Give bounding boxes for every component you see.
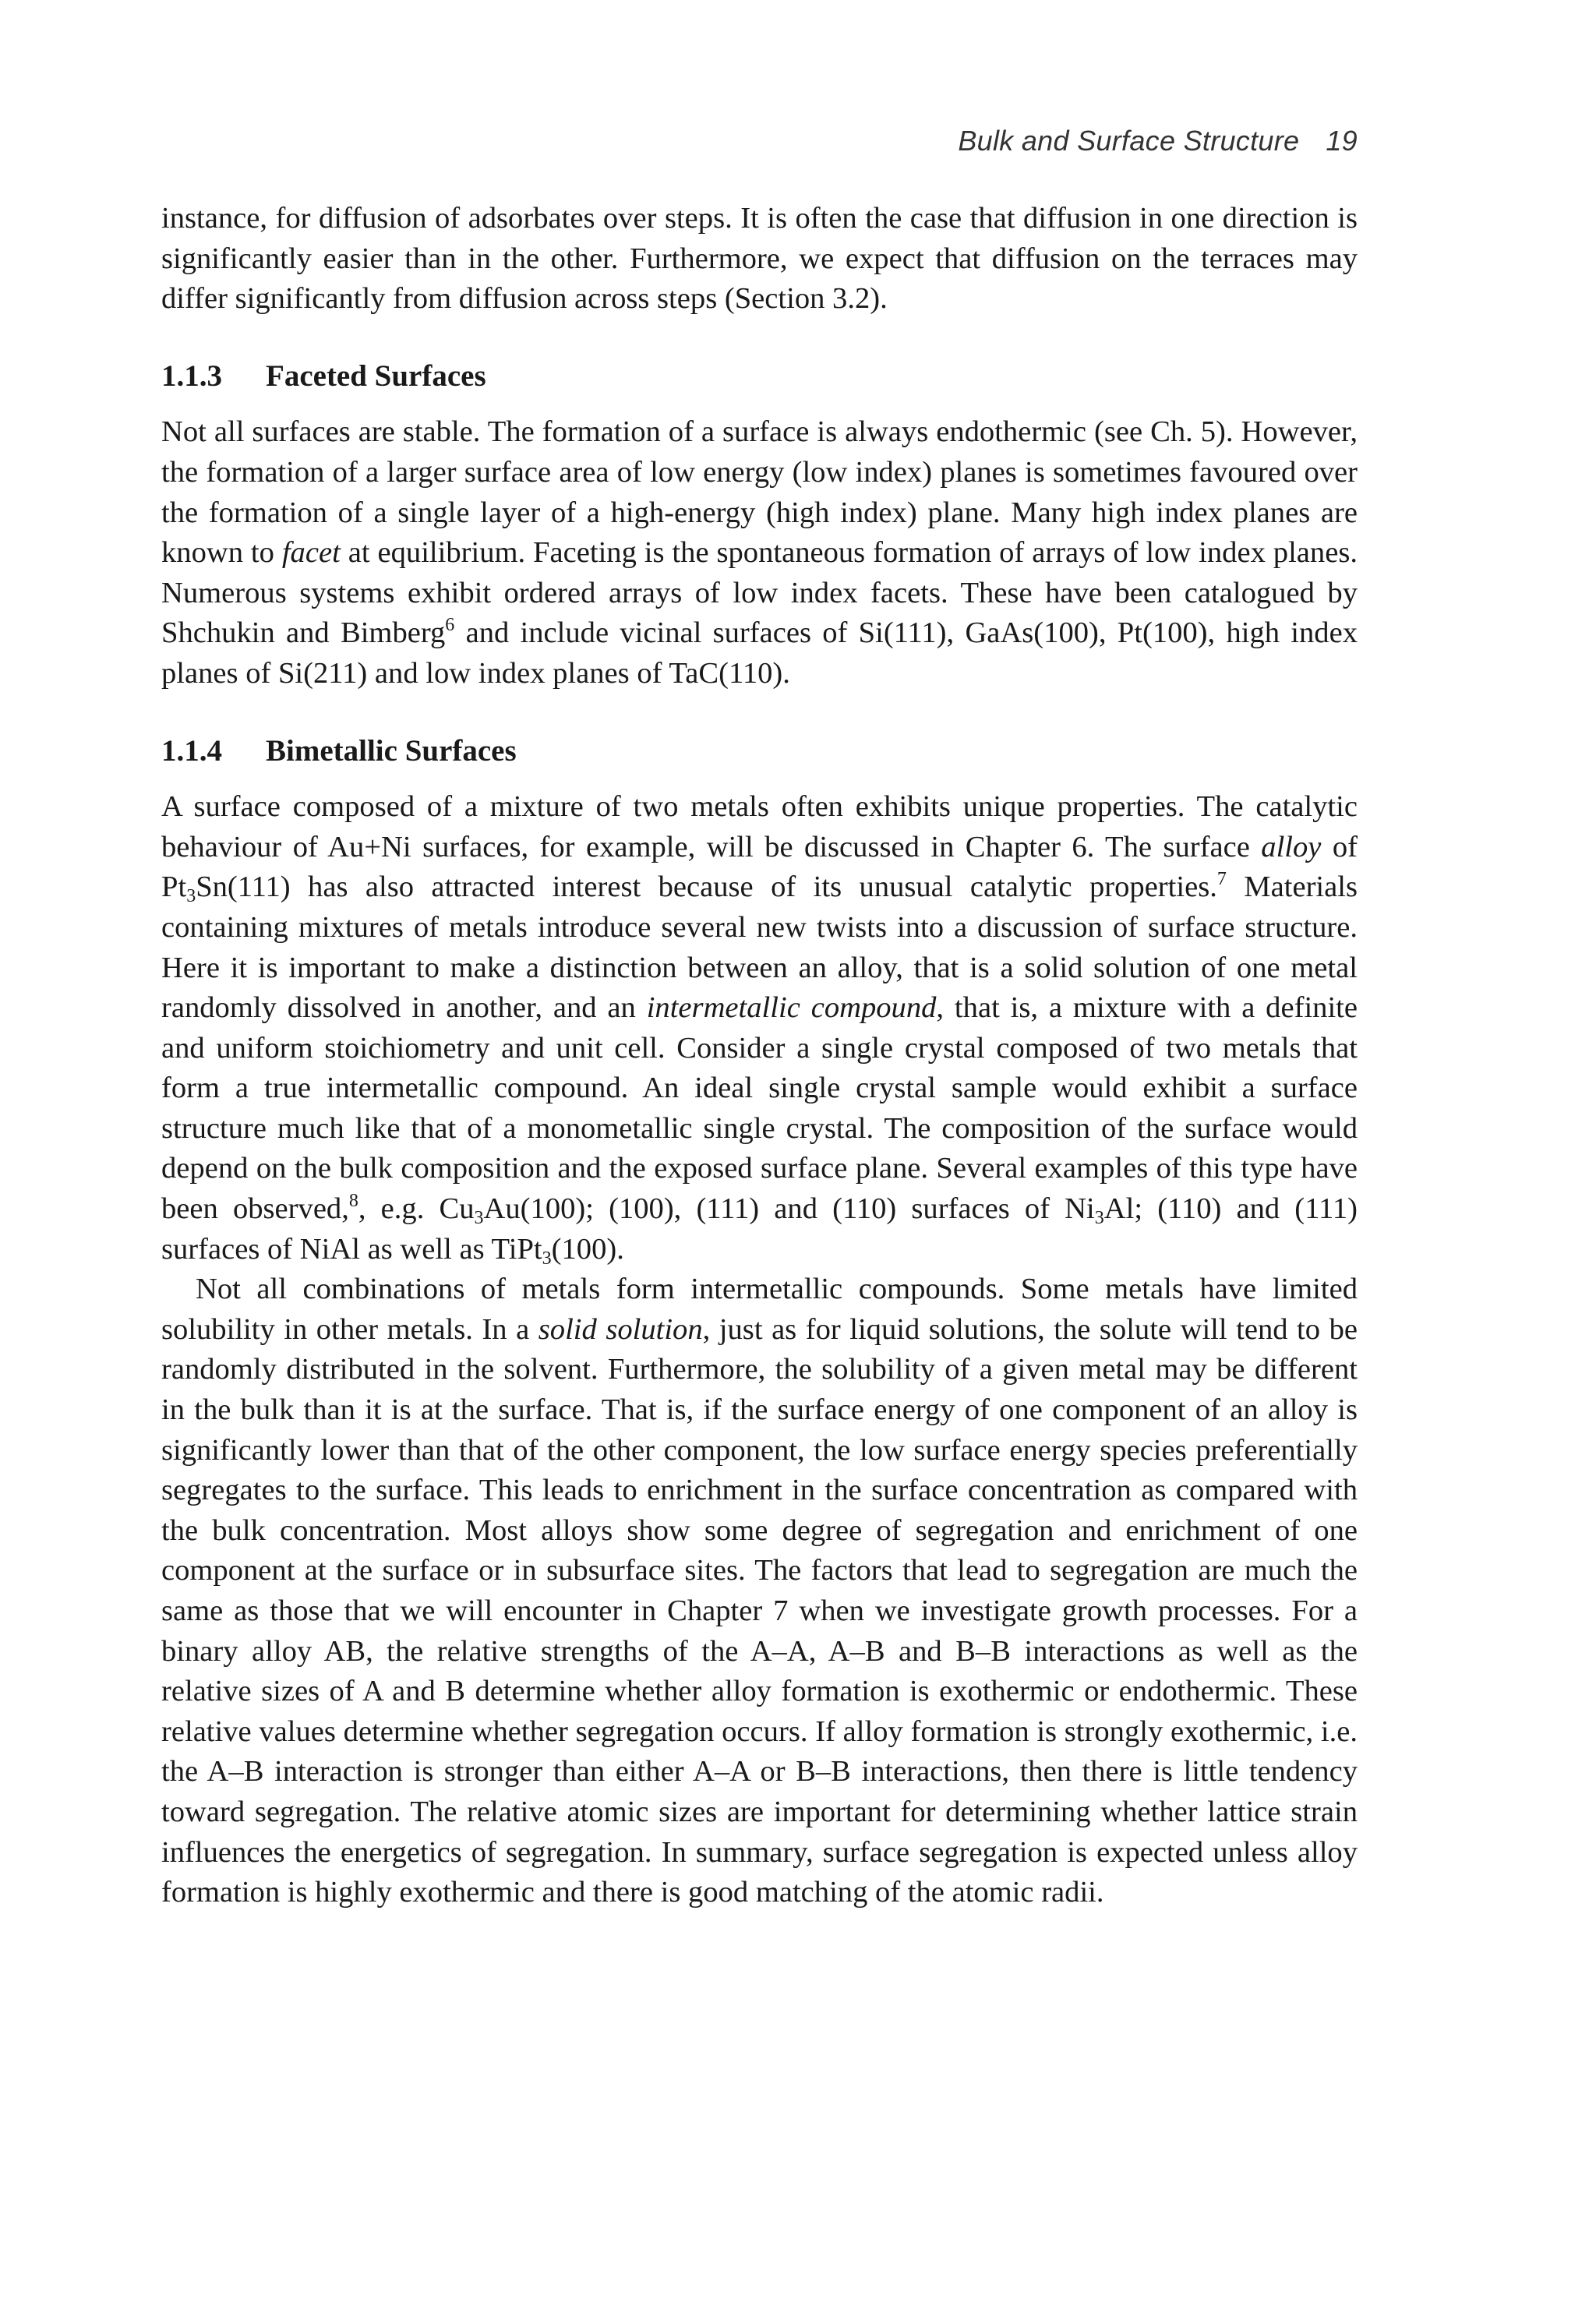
section-title: Bimetallic Surfaces [266,733,517,768]
reference-7: 7 [1216,869,1227,890]
running-header [161,125,1358,157]
paragraph-faceted: Not all surfaces are stable. The formation of a surface is always endothermic (see Ch. 5). However, the formation of a larger surface area of low energy (low index) planes is sometimes favoured over the formation of a single layer of a high-energy (high index) plane. Many high index planes are known to facet at equilibrium. Faceting is the spontaneous formation of arrays of low index planes. Numerous systems exhibit ordered arrays of low index facets. These have been catalogued by Shchukin and Bimberg$^6$ and include vicinal surfaces of Si(111), GaAs(100), Pt(100), high index planes of Si(211) and low index planes of TaC(110). [161,415,1358,690]
paragraph-bimetallic: A surface composed of a mixture of two metals often exhibits unique properties. The catalytic behaviour of Au+Ni surfaces, for example, will be discussed in Chapter 6. The surface alloy of $Pt_3Sn(111)$ has also attracted interest because of its unusual catalytic properties.$^7$ Materials containing mixtures of metals introduce several new twists into a discussion of surface structure. Here it is important to make a distinction between an alloy, that is a solid solution of one metal randomly dissolved in another, and an intermetallic compound, that is, a mixture with a definite and uniform stoichiometry and unit cell. Consider a single crystal composed of two metals that form a true intermetallic compound. An ideal single crystal sample would exhibit a surface structure much like that of a monometallic single crystal. The composition of the surface would depend on the bulk composition and the exposed surface plane. Several examples of this type have been observed,$^8$, e.g. $Cu_3Au(100)$; (100), (111) and (110) surfaces of $Ni_3Al$; (110) and (111) surfaces of NiAl as well as TiPt$_3$(100). [161,790,1358,1269]
body-text [161,199,1358,1913]
section-heading-bimetallic-surfaces [161,731,1358,772]
section-heading-faceted-surfaces [161,356,1358,397]
section-title: Faceted Surfaces [266,358,486,393]
emphasis-solid-solution: solid solution [538,1312,703,1346]
emphasis-alloy: alloy [1261,830,1322,863]
running-header-title: Bulk and Surface Structure [958,125,1300,157]
emphasis-intermetallic-compound: intermetallic compound [646,991,937,1025]
section-number: 1.1.3 [161,358,222,393]
section-number: 1.1.4 [161,733,222,768]
emphasis-facet: facet [281,536,341,570]
reference-8: 8 [348,1191,358,1212]
reference-6: 6 [445,615,455,636]
paragraph-continued: instance, for diffusion of adsorbates over steps. It is often the case that diffusion in one direction is significantly easier than in the other. Furthermore, we expect that diffusion on the terraces may differ significantly from diffusion across steps (Section 3.2). [161,202,1358,316]
page-number: 19 [1326,125,1358,157]
paragraph-solid-solution: Not all combinations of metals form intermetallic compounds. Some metals have limited solubility in other metals. In a solid solution, just as for liquid solutions, the solute will tend to be randomly distributed in the solvent. Furthermore, the solubility of a given metal may be different in the bulk than it is at the surface. That is, if the surface energy of one component of an alloy is significantly lower than that of the other component, the low surface energy species preferentially segregates to the surface. This leads to enrichment in the surface concentration as compared with the bulk concentration. Most alloys show some degree of segregation and enrichment of one component at the surface or in subsurface sites. The factors that lead to segregation are much the same as those that we will encounter in Chapter 7 when we investigate growth processes. For a binary alloy AB, the relative strengths of the A–A, A–B and B–B interactions as well as the relative sizes of A and B determine whether alloy formation is exothermic or endothermic. These relative values determine whether segregation occurs. If alloy formation is strongly exothermic, i.e. the A–B interaction is stronger than either A–A or B–B interactions, then there is little tendency toward segregation. The relative atomic sizes are important for determining whether lattice strain influences the energetics of segregation. In summary, surface segregation is expected unless alloy formation is highly exothermic and there is good matching of the atomic radii. [161,1273,1358,1909]
